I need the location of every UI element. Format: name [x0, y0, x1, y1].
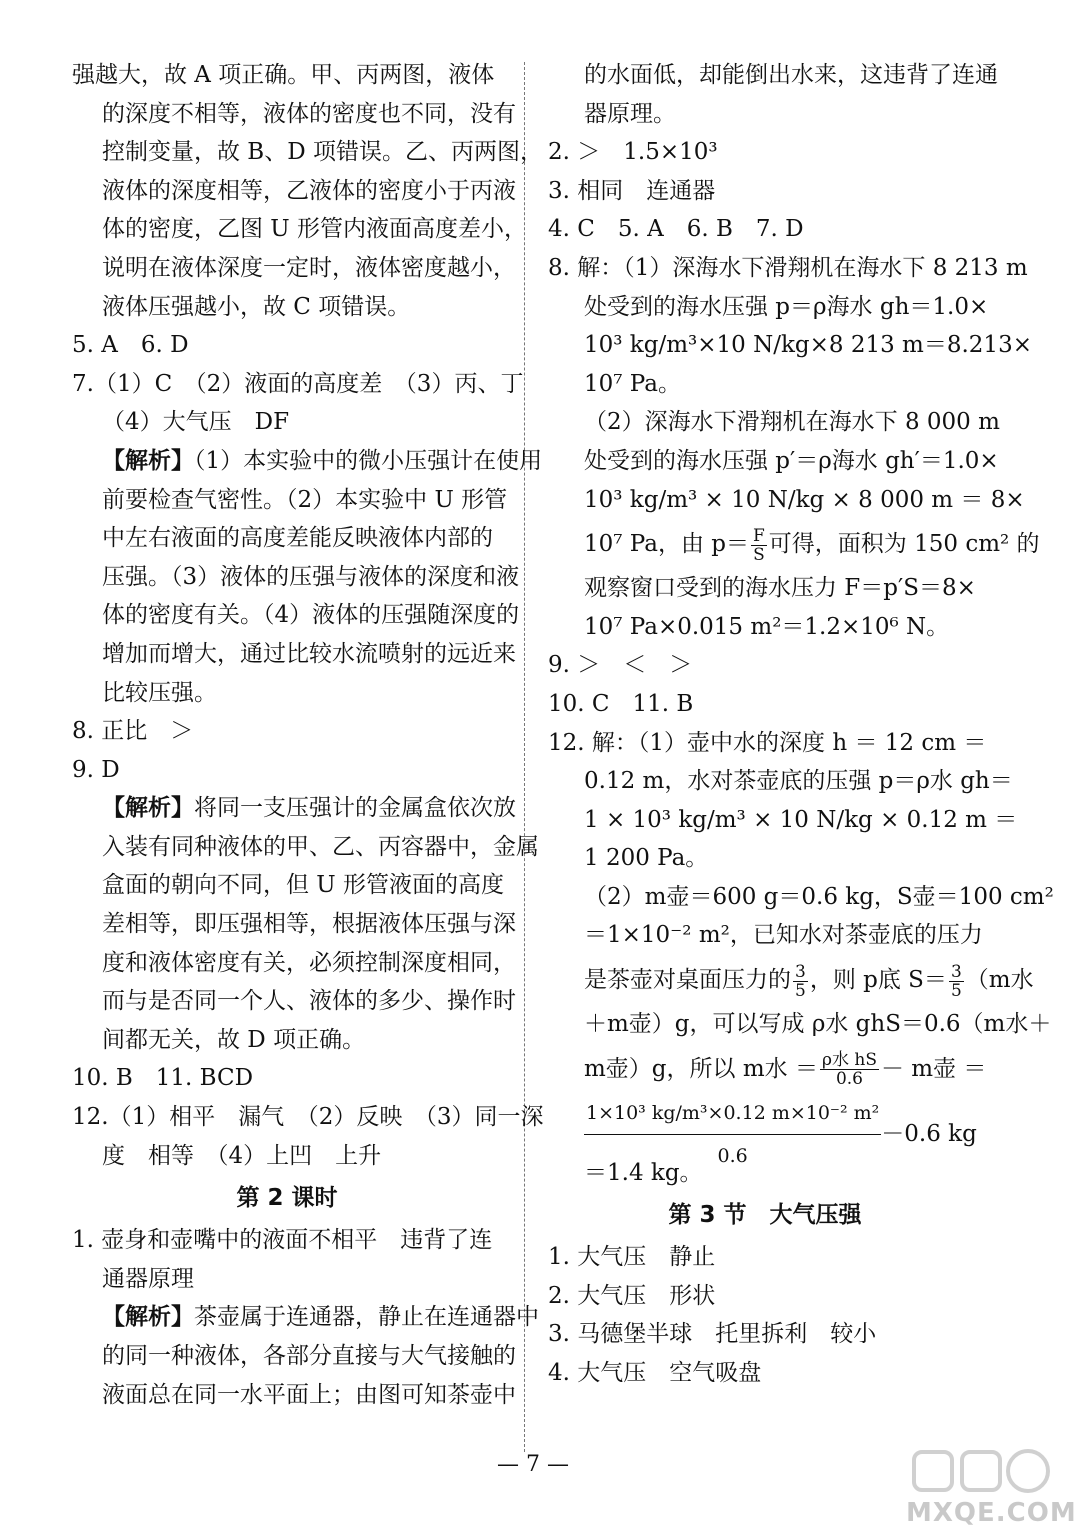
answer-line: 9. D — [72, 756, 120, 783]
text-line: 比较压强。 — [102, 679, 217, 706]
section-heading: 第 2 课时 — [236, 1185, 338, 1212]
text-line: 液体的深度相等，乙液体的密度小于丙液 — [102, 177, 516, 204]
text-line: 体的密度，乙图 U 形管内液面高度差小， — [102, 216, 528, 243]
text-line: 差相等，即压强相等，根据液体压强与深 — [102, 911, 516, 938]
solution-line: 10⁷ Pa，由 p＝ $\frac{F}{S}$ 可得，面积为 150 cm² 的 — [584, 525, 1040, 565]
answer-line: 12.（1）相平 漏气 （2）反映 （3）同一深 — [72, 1104, 544, 1131]
text-line: 增加而增大，通过比较水流喷射的远近来 — [102, 640, 516, 667]
analysis-line: 【解析】（1）本实验中的微小压强计在使用 — [102, 446, 543, 474]
answer-line: 7.（1）C （2）液面的高度差 （3）丙、丁 — [72, 370, 524, 397]
text-line: 的同一种液体，各部分直接与大气接触的 — [102, 1343, 516, 1369]
text-line: 液面总在同一水平面上；由图可知茶壶中 — [102, 1381, 516, 1408]
fraction: $\frac{\text{1×10³ kg/m³×0.12 m×10⁻² m²}}{0.6}$ — [584, 1094, 881, 1176]
text-line: 体的密度有关。（4）液体的压强随深度的 — [102, 602, 520, 629]
solution-line: 1 200 Pa。 — [584, 845, 709, 872]
answer-line: 5. A 6. D — [72, 332, 189, 359]
solution-line: ＝1.4 kg。 — [584, 1159, 703, 1186]
watermark-logo — [906, 1446, 1077, 1528]
answer-line: 2. 大气压 形状 — [548, 1282, 716, 1309]
text-line: 间都无关，故 D 项正确。 — [102, 1026, 366, 1053]
answer-line: 1. 大气压 静止 — [548, 1244, 716, 1271]
analysis-line: 【解析】茶壶属于连通器，静止在连通器中 — [102, 1303, 539, 1331]
section-heading: 第 3 节 大气压强 — [668, 1202, 862, 1229]
analysis-line: 【解析】将同一支压强计的金属盒依次放 — [102, 794, 516, 822]
solution-line: 处受到的海水压强 p′＝ρ海水 gh′＝1.0× — [584, 447, 999, 474]
solution-line: m壶）g，所以 m水 ＝ $\frac{\text{ρ水 hS}}{0.6}$ － m壶 ＝ — [584, 1050, 987, 1090]
solution-line: 观察窗口受到的海水压力 F＝p′S＝8× — [584, 575, 976, 602]
solution-line: 0.12 m，水对茶壶底的压强 p＝ρ水 gh＝ — [584, 768, 1013, 795]
column-divider — [524, 62, 525, 1452]
answer-line: 通器原理 — [102, 1265, 194, 1292]
answer-line: 3. 相同 连通器 — [548, 177, 716, 204]
answer-line: 9. ＞ ＜ ＞ — [548, 652, 693, 679]
solution-line: 10⁷ Pa。 — [584, 370, 681, 397]
solution-line: （2）m壶＝600 g＝0.6 kg，S壶＝100 cm² — [584, 883, 1054, 910]
text-line: 入装有同种液体的甲、乙、丙容器中，金属 — [102, 833, 539, 860]
solution-line: （2）深海水下滑翔机在海水下 8 000 m — [584, 409, 1000, 436]
watermark-icon — [906, 1446, 1056, 1502]
solution-line: 8. 解：（1）深海水下滑翔机在海水下 8 213 m — [548, 254, 1028, 281]
text-line: 压强。（3）液体的压强与液体的深度和液 — [102, 563, 520, 590]
solution-line: 12. 解：（1）壶中水的深度 h ＝ 12 cm ＝ — [548, 729, 987, 756]
solution-line: 是茶壶对桌面压力的 $\frac{3}{5}$ ，则 p底 S＝ $\frac{3}{5}$ （m水 — [584, 961, 1034, 1001]
answer-line: 2. ＞ 1.5×10³ — [548, 139, 718, 166]
text-line: 强越大，故 A 项正确。甲、丙两图，液体 — [72, 62, 495, 88]
solution-line: 处受到的海水压强 p＝ρ海水 gh＝1.0× — [584, 293, 989, 320]
page-number: — 7 — — [497, 1452, 569, 1477]
right-column — [548, 56, 1054, 1393]
text-line: 的深度不相等，液体的密度也不同，没有 — [102, 100, 516, 127]
text-line: 而与是否同一个人、液体的多少、操作时 — [102, 988, 516, 1015]
text-line: 盒面的朝向不同，但 U 形管液面的高度 — [102, 872, 505, 899]
text-line: 的水面低，却能倒出水来，这违背了连通 — [584, 62, 998, 88]
answer-line: 度 相等 （4）上凹 上升 — [102, 1142, 382, 1169]
text-line: 前要检查气密性。（2）本实验中 U 形管 — [102, 486, 508, 513]
analysis-label: 【解析】 — [102, 446, 194, 474]
fraction: $\frac{\text{ρ水 hS}}{0.6}$ — [821, 1050, 877, 1090]
answer-line: 1. 壶身和壶嘴中的液面不相平 违背了连 — [72, 1227, 493, 1254]
fraction: $\frac{3}{5}$ — [950, 961, 962, 1001]
text-line: 控制变量，故 B、D 项错误。乙、丙两图， — [102, 139, 543, 166]
analysis-label: 【解析】 — [102, 794, 194, 822]
solution-line: 10³ kg/m³ × 10 N/kg × 8 000 m ＝ 8× — [584, 486, 1025, 513]
answer-line: 4. 大气压 空气吸盘 — [548, 1360, 762, 1387]
answer-line: （4）大气压 DF — [102, 409, 290, 436]
text-line: 液体压强越小，故 C 项错误。 — [102, 293, 411, 320]
text-line: 器原理。 — [584, 100, 676, 127]
solution-line: 10³ kg/m³×10 N/kg×8 213 m＝8.213× — [584, 332, 1032, 359]
text-line: 中左右液面的高度差能反映液体内部的 — [102, 525, 493, 552]
answer-line: 4. C 5. A 6. B 7. D — [548, 216, 804, 243]
watermark-text: MXQE.COM — [906, 1498, 1077, 1528]
solution-line: 10⁷ Pa×0.015 m²＝1.2×10⁶ N。 — [584, 613, 950, 640]
fraction: $\frac{F}{S}$ — [753, 525, 765, 565]
solution-line: ＋m壶）g，可以写成 ρ水 ghS＝0.6（m水＋ — [584, 1011, 1052, 1038]
solution-line: 1 × 10³ kg/m³ × 10 N/kg × 0.12 m ＝ — [584, 806, 1018, 833]
solution-line: $\frac{\text{1×10³ kg/m³×0.12 m×10⁻² m²}}{0.6}$ －0.6 kg — [548, 1094, 982, 1154]
solution-line: ＝1×10⁻² m²，已知水对茶壶底的压力 — [584, 922, 983, 949]
answer-line: 3. 马德堡半球 托里拆利 较小 — [548, 1321, 877, 1348]
text-line: 说明在液体深度一定时，液体密度越小， — [102, 254, 516, 281]
left-column — [72, 56, 544, 1414]
answer-line: 10. B 11. BCD — [72, 1065, 254, 1092]
text-line: 度和液体密度有关，必须控制深度相同， — [102, 949, 516, 976]
analysis-label: 【解析】 — [102, 1303, 194, 1331]
answer-line: 8. 正比 ＞ — [72, 718, 194, 745]
answer-line: 10. C 11. B — [548, 690, 694, 717]
fraction: $\frac{3}{5}$ — [795, 961, 806, 1001]
